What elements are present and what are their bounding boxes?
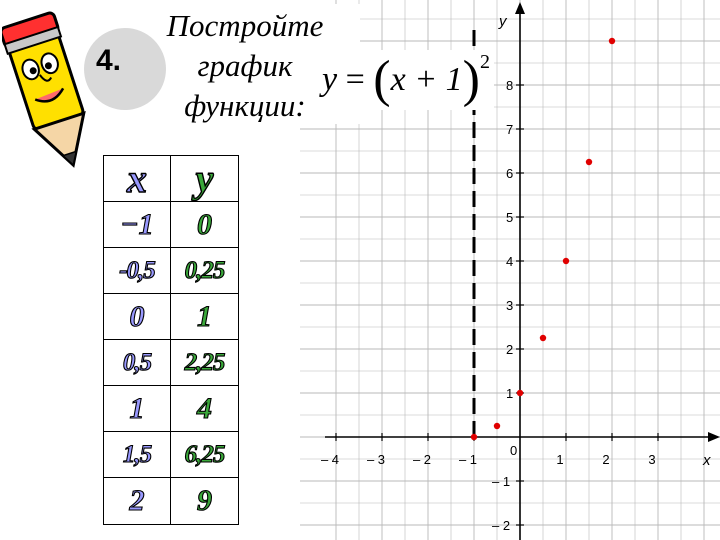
y-tick-label: – 2 — [492, 518, 511, 533]
formula-open-paren: ( — [373, 51, 391, 108]
y-axis-label: y — [499, 13, 507, 30]
y-tick-label: – 1 — [492, 474, 511, 489]
y-tick-label: 1 — [506, 386, 514, 401]
x-tick-label: 1 — [556, 452, 564, 467]
title-line-3: функции: — [184, 88, 306, 123]
y-axis-arrow — [515, 2, 525, 14]
x-tick-label: 3 — [648, 452, 656, 467]
table-cell-y: 0 — [171, 202, 238, 248]
formula-equals: = — [345, 61, 365, 98]
table-cell-y: 2,25 — [171, 340, 238, 386]
data-point — [471, 434, 477, 440]
table-cell-x: -0,5 — [104, 248, 171, 294]
data-point — [563, 258, 569, 264]
y-tick-label: 3 — [506, 298, 514, 313]
table-header-y: y — [171, 156, 238, 202]
formula-inner: x + 1 — [390, 61, 463, 98]
x-tick-label: – 2 — [412, 452, 432, 467]
formula-lhs: y — [322, 61, 338, 98]
task-number: 4. — [96, 44, 122, 77]
table-cell-y: 0,25 — [171, 248, 238, 294]
table-cell-x: 0,5 — [104, 340, 171, 386]
formula-close-paren: ) — [462, 51, 480, 108]
x-tick-label: 2 — [602, 452, 610, 467]
x-axis-arrow — [708, 432, 720, 442]
x-tick-label: – 4 — [320, 452, 340, 467]
table-cell-y: 6,25 — [171, 432, 238, 478]
data-point — [540, 335, 546, 341]
y-tick-label: 8 — [506, 78, 514, 93]
title-line-1: Постройте — [166, 8, 324, 43]
data-point — [494, 423, 500, 429]
x-tick-label: – 1 — [458, 452, 478, 467]
y-tick-label: 7 — [506, 122, 514, 137]
table-cell-x: 0 — [104, 294, 171, 340]
y-tick-label: 5 — [506, 210, 514, 225]
table-cell-x: 2 — [104, 478, 171, 524]
table-header-x: x — [104, 156, 171, 202]
values-table — [103, 155, 239, 525]
title-line-2: график — [197, 48, 293, 83]
y-tick-label: 4 — [506, 254, 514, 269]
data-point — [517, 390, 523, 396]
data-point — [586, 159, 592, 165]
table-cell-y: 1 — [171, 294, 238, 340]
y-tick-label: 6 — [506, 166, 514, 181]
data-point — [609, 38, 615, 44]
formula-exponent: 2 — [479, 51, 490, 73]
x-axis-label: x — [703, 452, 711, 469]
y-tick-label: 2 — [506, 342, 514, 357]
table-cell-y: 4 — [171, 386, 238, 432]
table-cell-x: 1 — [104, 386, 171, 432]
origin-label: 0 — [510, 443, 518, 458]
pencil-mascot-icon — [2, 8, 102, 178]
table-cell-y: 9 — [197, 484, 212, 517]
function-formula — [318, 50, 494, 110]
x-tick-label: – 3 — [366, 452, 386, 467]
table-cell-x: 1,5 — [104, 432, 171, 478]
table-cell-x: −1 — [104, 202, 171, 248]
